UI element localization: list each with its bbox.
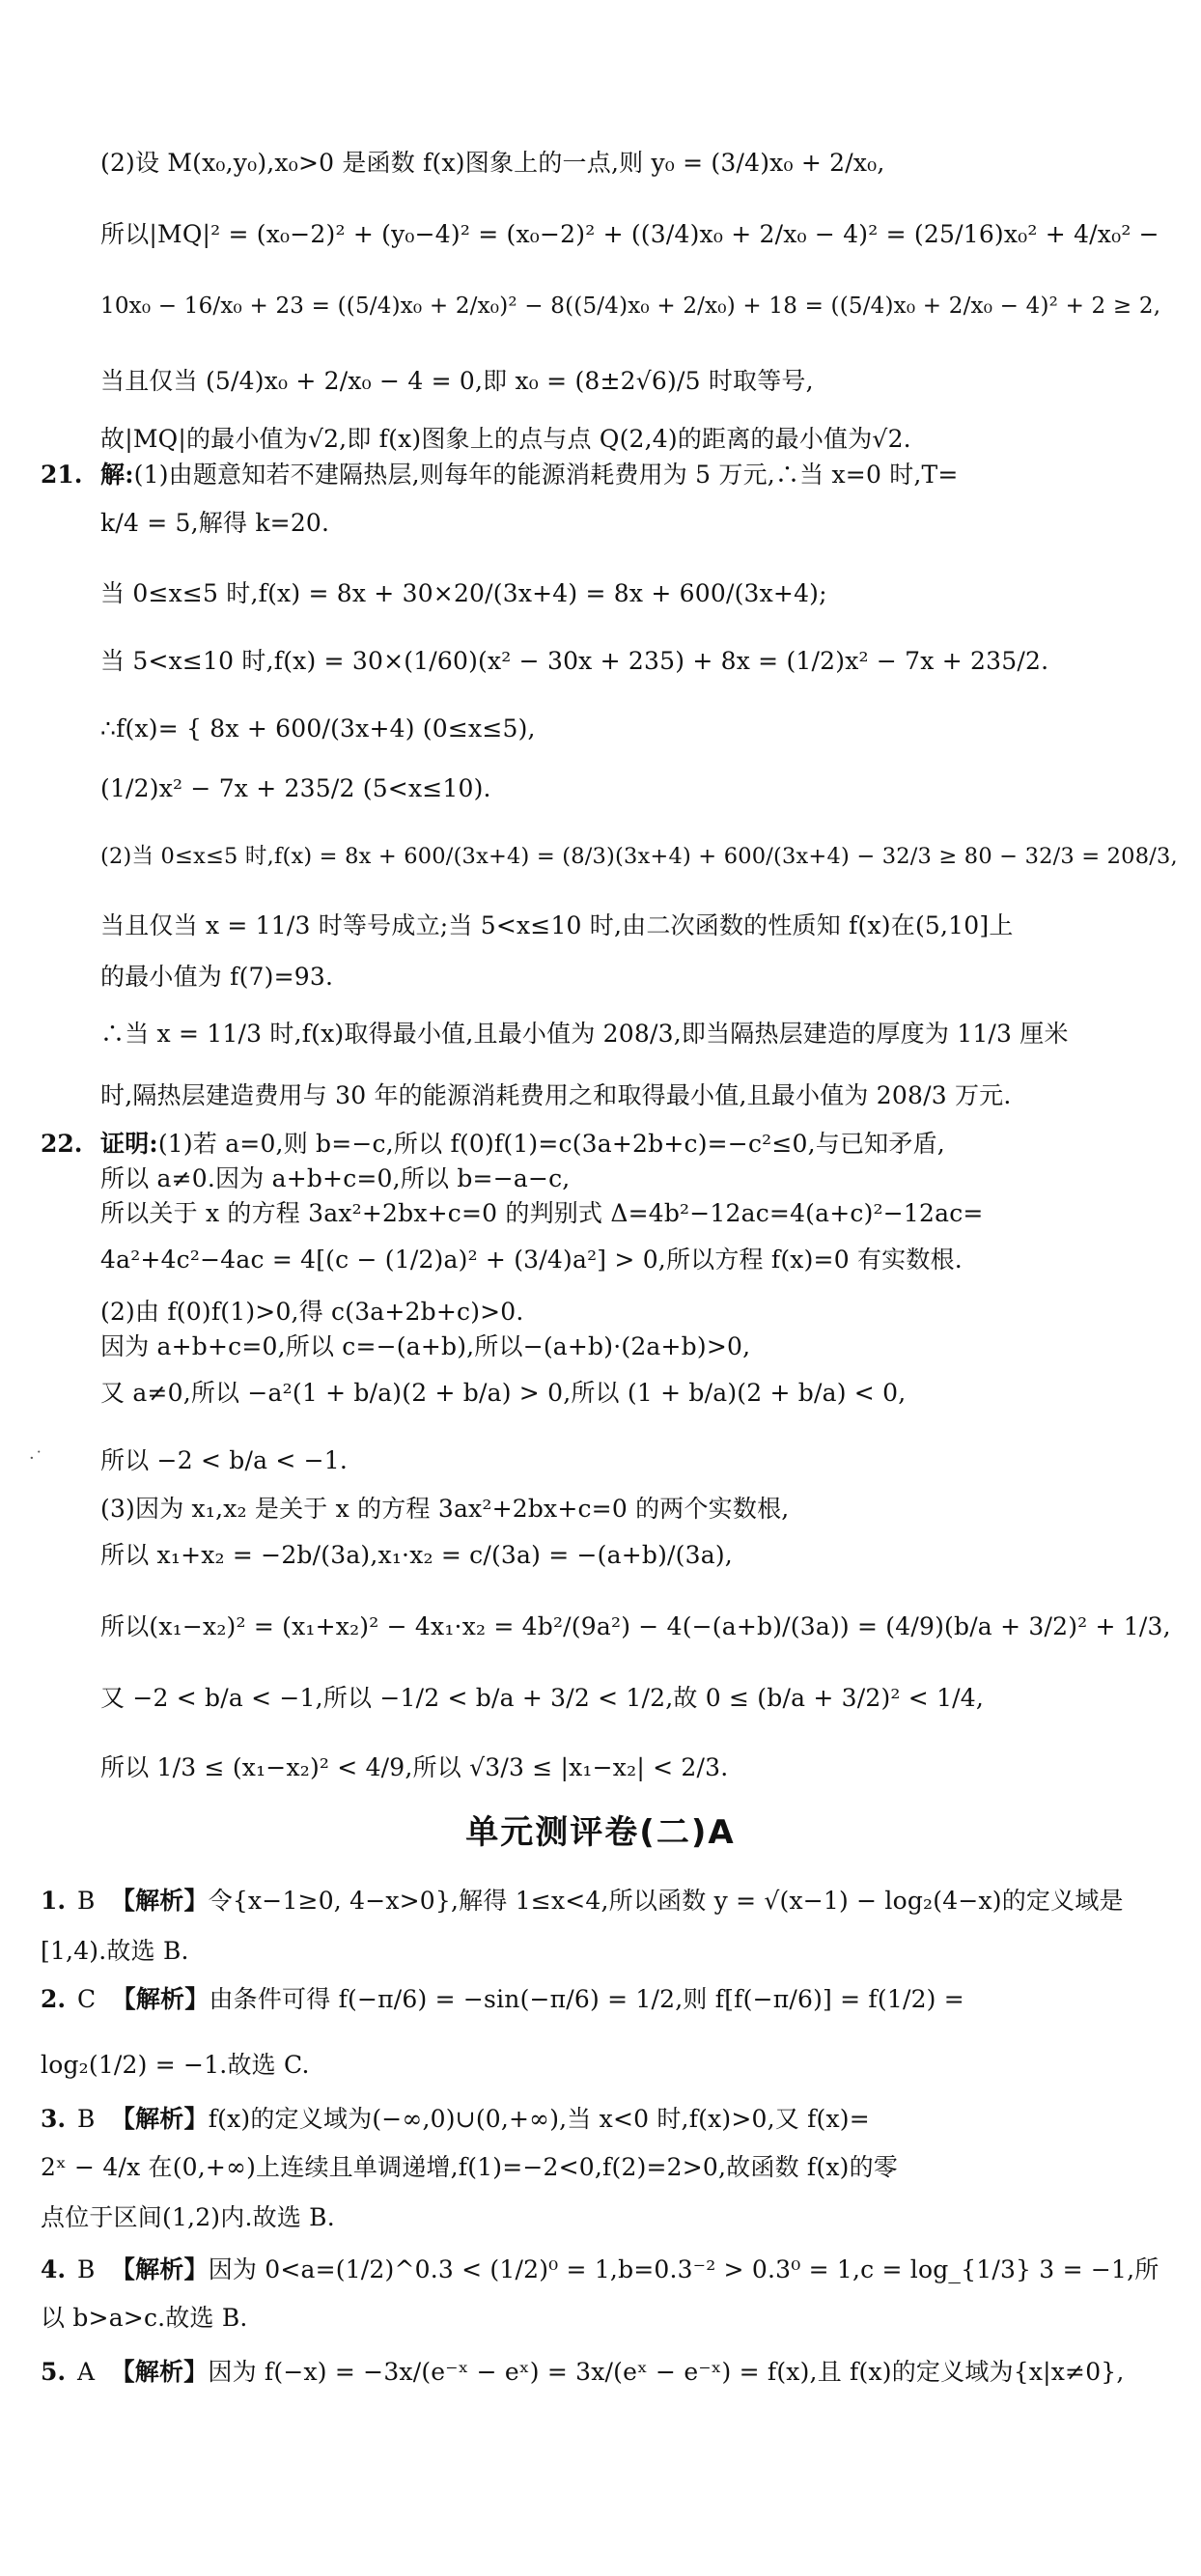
- answer-3-line-2: 2ˣ − 4/x 在(0,+∞)上连续且单调递增,f(1)=−2<0,f(2)=2>0,故函数 f(x)的零: [41, 2153, 898, 2181]
- problem-21-line-5b: (1/2)x² − 7x + 235/2 (5<x≤10).: [100, 774, 491, 802]
- prev-line-3: 10x₀ − 16/x₀ + 23 = ((5/4)x₀ + 2/x₀)² − 8((5/4)x₀ + 2/x₀) + 18 = ((5/4)x₀ + 2/x₀ − 4)² + 2 ≥ 2,: [100, 294, 1161, 319]
- answer-2-line-1: [77, 1983, 964, 2016]
- answer-2-text-1: 由条件可得 f(−π/6) = −sin(−π/6) = 1/2,则 f[f(−π/6)] = f(1/2) =: [209, 1985, 964, 2013]
- problem-22-line-1: [100, 1128, 945, 1161]
- problem-21-line-4: 当 5<x≤10 时,f(x) = 30×(1/60)(x² − 30x + 235) + 8x = (1/2)x² − 7x + 235/2.: [100, 647, 1049, 675]
- proof-tag: 证明:: [100, 1130, 158, 1158]
- prev-line-1: (2)设 M(x₀,y₀),x₀>0 是函数 f(x)图象上的一点,则 y₀ = (3/4)x₀ + 2/x₀,: [100, 149, 885, 177]
- answer-4-number: 4.: [41, 2255, 67, 2283]
- answer-1-line-2: [1,4).故选 B.: [41, 1937, 189, 1965]
- problem-22-line-8: 所以 −2 < b/a < −1.: [100, 1446, 349, 1474]
- section-title: 单元测评卷(二)A: [465, 1813, 736, 1852]
- analysis-tag: 【解析】: [110, 2358, 209, 2386]
- problem-21-text-1: (1)由题意知若不建隔热层,则每年的能源消耗费用为 5 万元,∴当 x=0 时,T=: [133, 461, 959, 489]
- problem-21-number: 21.: [41, 461, 83, 489]
- problem-22-line-2: 所以 a≠0.因为 a+b+c=0,所以 b=−a−c,: [100, 1164, 571, 1192]
- answer-2-line-2: log₂(1/2) = −1.故选 C.: [41, 2051, 310, 2079]
- problem-22-line-7: 又 a≠0,所以 −a²(1 + b/a)(2 + b/a) > 0,所以 (1 + b/a)(2 + b/a) < 0,: [100, 1379, 907, 1407]
- answer-5-text-1: 因为 f(−x) = −3x/(e⁻ˣ − eˣ) = 3x/(eˣ − e⁻ˣ) = f(x),且 f(x)的定义域为{x|x≠0},: [208, 2358, 1125, 2386]
- answer-5-line-1: [77, 2356, 1125, 2389]
- answer-4-line-2: 以 b>a>c.故选 B.: [41, 2304, 248, 2332]
- problem-22-line-5: (2)由 f(0)f(1)>0,得 c(3a+2b+c)>0.: [100, 1298, 524, 1326]
- answer-3-line-3: 点位于区间(1,2)内.故选 B.: [41, 2203, 335, 2231]
- answer-5-choice: A: [77, 2358, 96, 2386]
- answer-1-choice: B: [77, 1887, 96, 1915]
- problem-22-line-12: 又 −2 < b/a < −1,所以 −1/2 < b/a + 3/2 < 1/2,故 0 ≤ (b/a + 3/2)² < 1/4,: [100, 1684, 985, 1712]
- answer-1-line-1: [77, 1885, 1124, 1918]
- prev-line-2: 所以|MQ|² = (x₀−2)² + (y₀−4)² = (x₀−2)² + ((3/4)x₀ + 2/x₀ − 4)² = (25/16)x₀² + 4/x₀² −: [100, 220, 1159, 248]
- problem-22-text-1: (1)若 a=0,则 b=−c,所以 f(0)f(1)=c(3a+2b+c)=−c²≤0,与已知矛盾,: [157, 1130, 945, 1158]
- problem-21-line-5a: ∴f(x)= { 8x + 600/(3x+4) (0≤x≤5),: [100, 714, 536, 742]
- problem-22-line-11: 所以(x₁−x₂)² = (x₁+x₂)² − 4x₁·x₂ = 4b²/(9a²) − 4(−(a+b)/(3a)) = (4/9)(b/a + 3/2)² + 1/3,: [100, 1612, 1171, 1640]
- analysis-tag: 【解析】: [110, 1887, 209, 1915]
- problem-21-line-6: (2)当 0≤x≤5 时,f(x) = 8x + 600/(3x+4) = (8/3)(3x+4) + 600/(3x+4) − 32/3 ≥ 80 − 32/3 = 208/3,: [100, 844, 1178, 869]
- problem-21-line-10: 时,隔热层建造费用与 30 年的能源消耗费用之和取得最小值,且最小值为 208/3 万元.: [100, 1081, 1012, 1109]
- problem-22-line-4: 4a²+4c²−4ac = 4[(c − (1/2)a)² + (3/4)a²] > 0,所以方程 f(x)=0 有实数根.: [100, 1246, 963, 1274]
- problem-22-line-9: (3)因为 x₁,x₂ 是关于 x 的方程 3ax²+2bx+c=0 的两个实数根,: [100, 1495, 790, 1523]
- answer-4-text-1: 因为 0<a=(1/2)^0.3 < (1/2)⁰ = 1,b=0.3⁻² > 0.3⁰ = 1,c = log_{1/3} 3 = −1,所: [208, 2255, 1159, 2283]
- answer-2-choice: C: [77, 1985, 97, 2013]
- problem-21-line-1: [100, 459, 959, 491]
- solution-tag: 解:: [100, 461, 134, 489]
- answer-3-choice: B: [77, 2105, 96, 2133]
- answer-5-number: 5.: [41, 2358, 67, 2386]
- problem-21-line-8: 的最小值为 f(7)=93.: [100, 963, 334, 991]
- answer-3-number: 3.: [41, 2105, 67, 2133]
- answer-1-text-1: 令{x−1≥0, 4−x>0},解得 1≤x<4,所以函数 y = √(x−1) − log₂(4−x)的定义域是: [208, 1887, 1124, 1915]
- answer-4-choice: B: [77, 2255, 96, 2283]
- answer-3-text-1: f(x)的定义域为(−∞,0)∪(0,+∞),当 x<0 时,f(x)>0,又 f(x)=: [208, 2105, 870, 2133]
- answer-3-line-1: [77, 2103, 870, 2136]
- answer-1-number: 1.: [41, 1887, 67, 1915]
- prev-line-5: 故|MQ|的最小值为√2,即 f(x)图象上的点与点 Q(2,4)的距离的最小值为√2.: [100, 425, 911, 453]
- answer-4-line-1: [77, 2254, 1159, 2286]
- analysis-tag: 【解析】: [111, 1985, 209, 2013]
- analysis-tag: 【解析】: [110, 2255, 209, 2283]
- problem-22-line-10: 所以 x₁+x₂ = −2b/(3a),x₁·x₂ = c/(3a) = −(a+b)/(3a),: [100, 1541, 733, 1569]
- problem-21-line-2: k/4 = 5,解得 k=20.: [100, 509, 330, 537]
- problem-21-line-3: 当 0≤x≤5 时,f(x) = 8x + 30×20/(3x+4) = 8x + 600/(3x+4);: [100, 579, 827, 607]
- problem-22-number: 22.: [41, 1130, 83, 1158]
- answer-2-number: 2.: [41, 1985, 67, 2013]
- problem-21-line-9: ∴当 x = 11/3 时,f(x)取得最小值,且最小值为 208/3,即当隔热层建造的厚度为 11/3 厘米: [100, 1020, 1069, 1048]
- prev-line-4: 当且仅当 (5/4)x₀ + 2/x₀ − 4 = 0,即 x₀ = (8±2√6)/5 时取等号,: [100, 367, 814, 395]
- analysis-tag: 【解析】: [110, 2105, 209, 2133]
- problem-21-line-7: 当且仅当 x = 11/3 时等号成立;当 5<x≤10 时,由二次函数的性质知 f(x)在(5,10]上: [100, 911, 1014, 939]
- problem-22-line-6: 因为 a+b+c=0,所以 c=−(a+b),所以−(a+b)·(2a+b)>0,: [100, 1332, 751, 1360]
- stray-marks: ·˙: [29, 1448, 43, 1469]
- problem-22-line-13: 所以 1/3 ≤ (x₁−x₂)² < 4/9,所以 √3/3 ≤ |x₁−x₂| < 2/3.: [100, 1753, 729, 1781]
- problem-22-line-3: 所以关于 x 的方程 3ax²+2bx+c=0 的判别式 Δ=4b²−12ac=4(a+c)²−12ac=: [100, 1199, 984, 1227]
